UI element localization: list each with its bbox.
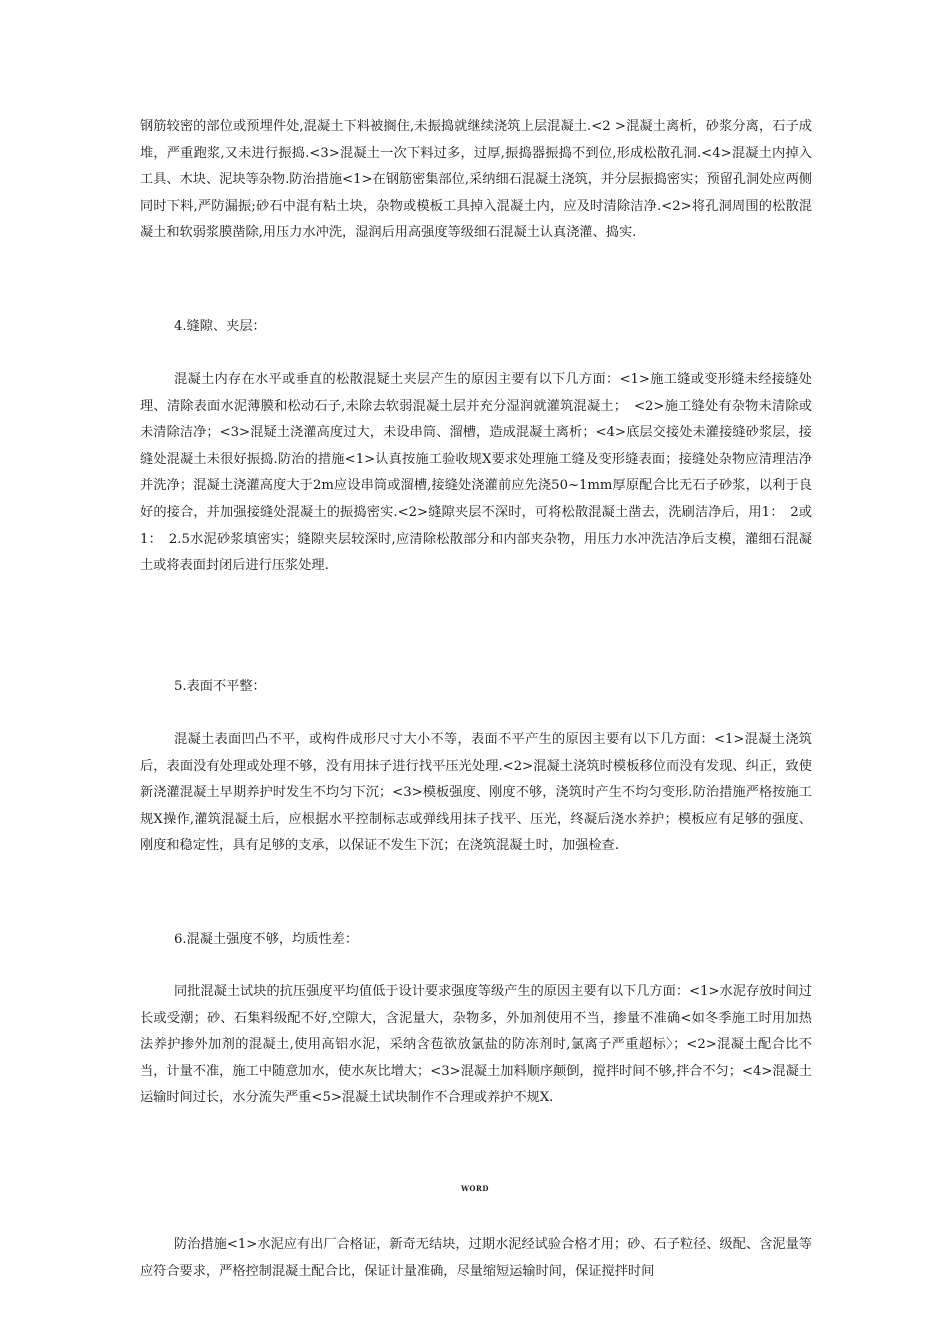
paragraph-strength-prevention: 防治措施<1>水泥应有出厂合格证，新奇无结块，过期水泥经试验合格才用；砂、石子粒径、级配、含泥量等应符合要求，严格控制混凝土配合比，保证计量准确，尽量缩短运输时间，保证搅拌时间 bbox=[140, 1237, 812, 1279]
heading-insufficient-strength: 6.混凝土强度不够，均质性差： bbox=[174, 932, 359, 947]
heading-gaps-interlayer: 4.缝隙、夹层： bbox=[174, 319, 266, 334]
paragraph-honeycomb-causes: 钢筋较密的部位或预埋件处,混凝土下料被搁住,未振捣就继续浇筑上层混凝土.<2 >混凝土离析，砂浆分离，石子成堆，严重跑浆,又未进行振捣.<3>混凝土一次下料过多，过厚,振捣器振捣不到位,形成松散孔洞.<4>混凝土内掉入工具、木块、泥块等杂物.防治措施<1>在钢筋密集部位,采纳细石混凝土浇筑，并分层振捣密实；预留孔洞处应两侧同时下料,严防漏振;砂石中混有粘土块，杂物或模板工具掉入混凝土内，应及时清除洁净.<2>将孔洞周围的松散混凝土和软弱浆膜凿除,用压力水冲洗，湿润后用高强度等级细石混凝土认真浇灌、捣实. bbox=[140, 119, 812, 241]
heading-uneven-surface: 5.表面不平整： bbox=[174, 679, 266, 694]
paragraph-gaps-interlayer: 混凝土内存在水平或垂直的松散混疑土夹层产生的原因主要有以下几方面：<1>施工缝或变形缝未经接缝处理、清除表面水泥薄膜和松动石子,未除去软弱混凝土层并充分湿润就灌筑混凝土； <2>施工缝处有杂物未清除或未清除洁净；<3>混疑土浇灌高度过大，未设串筒、溜槽，造成混凝土离析；<4>底层交接处未灌接缝砂浆层，接缝处混凝土未很好振捣.防治的措施<1>认真按施工验收规X要求处理施工缝及变形缝表面；接缝处杂物应清理洁净并洗净；混凝土浇灌高度大于2m应设串筒或溜槽,接缝处浇灌前应先浇50~1mm厚原配合比无石子砂浆，以利于良好的接合，并加强接缝处混凝土的振捣密实.<2>缝隙夹层不深时，可将松散混凝土凿去，洗刷洁净后，用1： 2或1： 2.5水泥砂浆填密实；缝隙夹层较深时,应清除松散部分和内部夹杂物，用压力水冲洗洁净后支模，灌细石混凝土或将表面封闭后进行压浆处理. bbox=[140, 372, 812, 574]
paragraph-uneven-surface: 混凝土表面凹凸不平，或构件成形尺寸大小不等，表面不平产生的原因主要有以下几方面：<1>混凝土浇筑后，表面没有处理或处理不够，没有用抹子进行找平压光处理.<2>混凝土浇筑时模板移位而没有发现、纠正，致使新浇灌混凝土早期养护时发生不均匀下沉；<3>模板强度、刚度不够，浇筑时产生不均匀变形.防治措施严格按施工规X操作,灌筑混凝土后，应根据水平控制标志或弹线用抹子找平、压光，终凝后浇水养护；模板应有足够的强度、刚度和稳定性，具有足够的支承，以保证不发生下沉；在浇筑混凝土时，加强检查. bbox=[140, 732, 812, 854]
footer-word-label: WORD bbox=[461, 1184, 489, 1193]
paragraph-insufficient-strength: 同批混凝土试块的抗压强度平均值低于设计要求强度等级产生的原因主要有以下几方面：<1>水泥存放时间过长或受潮；砂、石集料级配不好,空隙大，含泥量大，杂物多，外加剂使用不当，掺量不准确<如冬季施工时用加热法养护掺外加剂的混凝土,使用高铝水泥，采纳含苞欲放氯盐的防冻剂时,氯离子严重超标〉；<2>混凝土配合比不当，计量不准，施工中随意加水，使水灰比增大；<3>混凝土加料顺序颠倒，搅拌时间不够,拌合不匀；<4>混凝土运输时间过长，水分流失严重<5>混凝土试块制作不合理或养护不规X. bbox=[140, 984, 812, 1106]
